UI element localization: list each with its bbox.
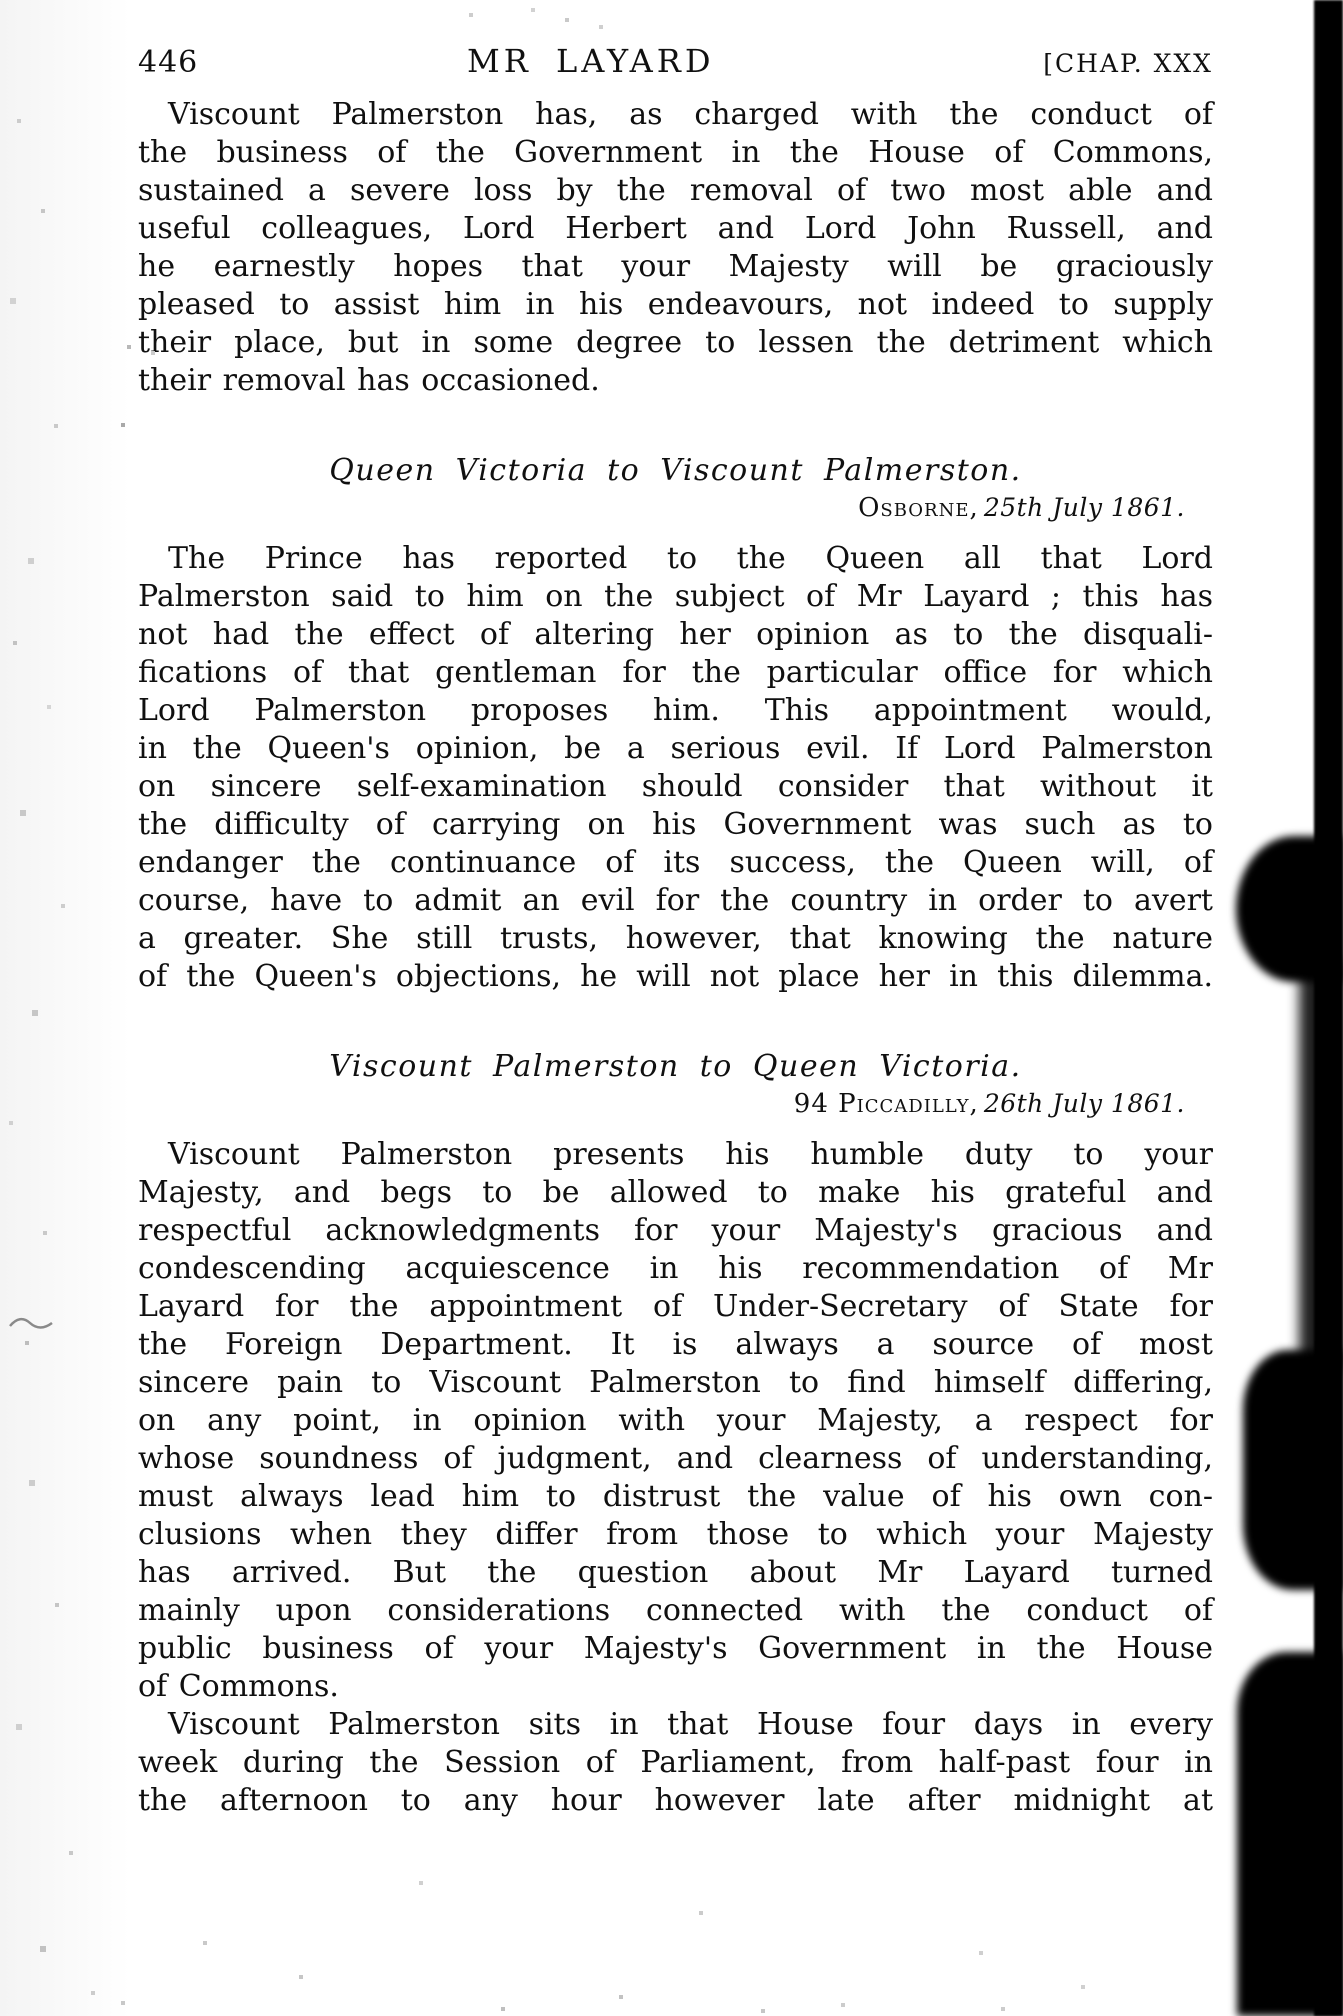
text-line: Majesty, and begs to be allowed to make his grateful and — [138, 1175, 1213, 1210]
dateline-date: 25th July 1861. — [983, 493, 1185, 522]
text-line: the afternoon to any hour however late after midnight at — [138, 1783, 1213, 1818]
text-line: not had the effect of altering her opinion as to the disquali- — [138, 617, 1213, 652]
scan-artifact-blob-middle — [1243, 1350, 1343, 1590]
letter-heading: Viscount Palmerston to Queen Victoria. — [329, 1049, 1022, 1084]
text-line: condescending acquiescence in his recommendation of Mr — [138, 1251, 1213, 1286]
text-line: the Foreign Department. It is always a source of most — [138, 1327, 1213, 1362]
page-number: 446 — [138, 45, 199, 80]
text-line: sustained a severe loss by the removal of two most able and — [138, 173, 1213, 208]
text-line: Lord Palmerston proposes him. This appointment would, — [138, 693, 1213, 728]
text-line: of Commons. — [138, 1669, 339, 1704]
text-line: Layard for the appointment of Under-Secretary of State for — [138, 1289, 1213, 1324]
dateline-date: 26th July 1861. — [983, 1089, 1185, 1118]
text-line: must always lead him to distrust the value of his own con- — [138, 1479, 1213, 1514]
text-line: their removal has occasioned. — [138, 363, 600, 398]
running-title: MR LAYARD — [466, 42, 715, 80]
letter-dateline — [138, 1088, 1213, 1120]
text-line: Viscount Palmerston sits in that House four days in every — [168, 1707, 1213, 1742]
text-line: week during the Session of Parliament, from half-past four in — [138, 1745, 1213, 1780]
scan-pencil-squiggle — [8, 1310, 68, 1336]
letter-body-paragraph — [138, 540, 1213, 996]
letter-queen-to-palmerston — [138, 452, 1213, 996]
letter-palmerston-to-queen — [138, 1048, 1213, 1820]
text-line: in the Queen's opinion, be a serious evil. If Lord Palmerston — [138, 731, 1213, 766]
text-line: on any point, in opinion with your Majesty, a respect for — [138, 1403, 1213, 1438]
page-header — [138, 42, 1213, 82]
text-line: Viscount Palmerston presents his humble duty to your — [168, 1137, 1213, 1172]
text-line: Palmerston said to him on the subject of Mr Layard ; this has — [138, 579, 1213, 614]
text-line: public business of your Majesty's Government in the House — [138, 1631, 1213, 1666]
letter-body-paragraph — [138, 1706, 1213, 1820]
dateline-place: 94 Piccadilly, — [793, 1089, 979, 1119]
text-line: clusions when they differ from those to which your Majesty — [138, 1517, 1213, 1552]
text-line: on sincere self-examination should consider that without it — [138, 769, 1213, 804]
text-line: whose soundness of judgment, and clearness of understanding, — [138, 1441, 1213, 1476]
text-line: useful colleagues, Lord Herbert and Lord John Russell, and — [138, 211, 1213, 246]
letter-body-paragraph — [138, 1136, 1213, 1706]
text-line: pleased to assist him in his endeavours, not indeed to supply — [138, 287, 1213, 322]
letter-heading: Queen Victoria to Viscount Palmerston. — [329, 453, 1022, 488]
scan-artifact-blob-bottom — [1237, 1652, 1343, 2016]
text-line: mainly upon considerations connected with the conduct of — [138, 1593, 1213, 1628]
text-line: the difficulty of carrying on his Government was such as to — [138, 807, 1213, 842]
text-line: course, have to admit an evil for the country in order to avert — [138, 883, 1213, 918]
text-line: Viscount Palmerston has, as charged with the conduct of — [168, 97, 1213, 132]
letter-dateline — [138, 492, 1213, 524]
scan-speckles — [0, 0, 2, 2]
text-line: has arrived. But the question about Mr Layard turned — [138, 1555, 1213, 1590]
text-line: The Prince has reported to the Queen all that Lord — [168, 541, 1213, 576]
text-line: the business of the Government in the House of Commons, — [138, 135, 1213, 170]
chapter-label: [CHAP. XXX — [1043, 49, 1213, 78]
dateline-place: Osborne, — [858, 493, 979, 523]
intro-paragraph — [138, 96, 1213, 400]
text-line: their place, but in some degree to lessen the detriment which — [138, 325, 1213, 360]
text-line: endanger the continuance of its success, the Queen will, of — [138, 845, 1213, 880]
text-line: sincere pain to Viscount Palmerston to find himself differing, — [138, 1365, 1213, 1400]
text-line: respectful acknowledgments for your Majesty's gracious and — [138, 1213, 1213, 1248]
text-line: fications of that gentleman for the particular office for which — [138, 655, 1213, 690]
text-line: of the Queen's objections, he will not place her in this dilemma. — [138, 959, 1213, 994]
scan-artifact-fuzz-strip — [1299, 960, 1343, 1370]
text-line: he earnestly hopes that your Majesty will be graciously — [138, 249, 1213, 284]
text-line: a greater. She still trusts, however, that knowing the nature — [138, 921, 1213, 956]
